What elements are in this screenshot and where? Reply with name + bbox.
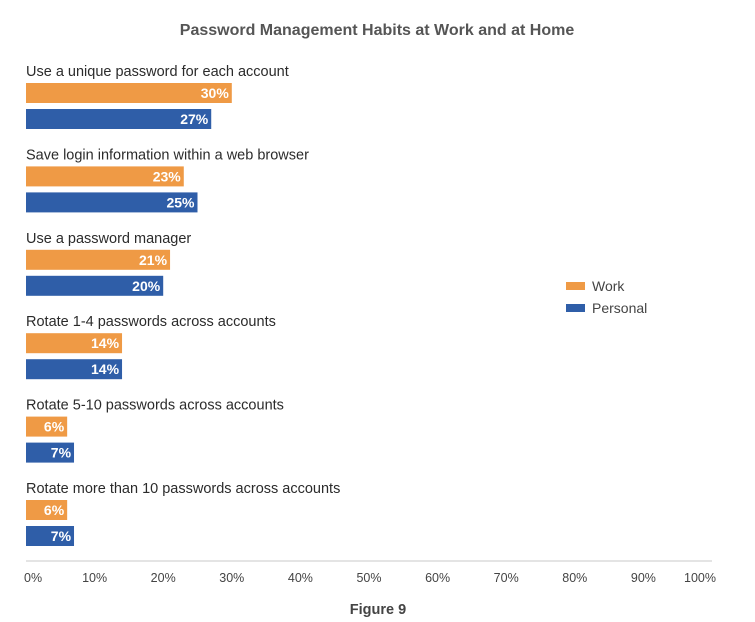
x-tick-label: 20%	[150, 571, 176, 585]
legend-swatch-work	[566, 282, 585, 290]
legend-label-personal: Personal	[592, 300, 648, 316]
x-tick-label: 90%	[630, 571, 656, 585]
x-tick-label: 50%	[356, 571, 382, 585]
x-tick-label: 30%	[219, 571, 245, 585]
data-label: 6%	[43, 418, 65, 435]
data-label: 6%	[43, 502, 65, 518]
data-label: 7%	[50, 444, 72, 461]
legend-label-work: Work	[592, 278, 625, 294]
x-tick-label: 0%	[24, 571, 43, 585]
data-label: 23%	[152, 168, 181, 185]
x-tick-label: 80%	[562, 571, 588, 585]
data-label: 14%	[91, 335, 120, 352]
data-label: 30%	[200, 85, 229, 101]
x-tick-label: 40%	[287, 571, 313, 585]
data-label: 7%	[50, 528, 72, 544]
chart-title: Password Management Habits at Work and at Home	[179, 22, 575, 39]
category-label: Save login information within a web browser	[26, 147, 309, 164]
plot-area	[26, 64, 340, 546]
category-label: Rotate 5-10 passwords across accounts	[26, 397, 284, 414]
category-label: Rotate more than 10 passwords across accounts	[26, 481, 341, 497]
category-label: Use a unique password for each account	[26, 64, 289, 80]
data-label: 25%	[166, 194, 195, 211]
x-tick-label: 10%	[82, 571, 108, 585]
x-axis-ticks	[24, 571, 716, 585]
legend	[566, 278, 647, 316]
category-label: Rotate 1-4 passwords across accounts	[26, 314, 276, 331]
data-label: 14%	[91, 361, 120, 378]
x-tick-label: 100%	[684, 571, 716, 585]
x-tick-label: 70%	[493, 571, 519, 585]
figure-caption: Figure 9	[349, 602, 407, 618]
legend-swatch-personal	[566, 304, 585, 312]
data-label: 20%	[132, 277, 161, 294]
x-tick-label: 60%	[425, 571, 451, 585]
category-label: Use a password manager	[26, 230, 192, 247]
data-label: 21%	[139, 251, 168, 268]
data-label: 27%	[180, 111, 209, 127]
